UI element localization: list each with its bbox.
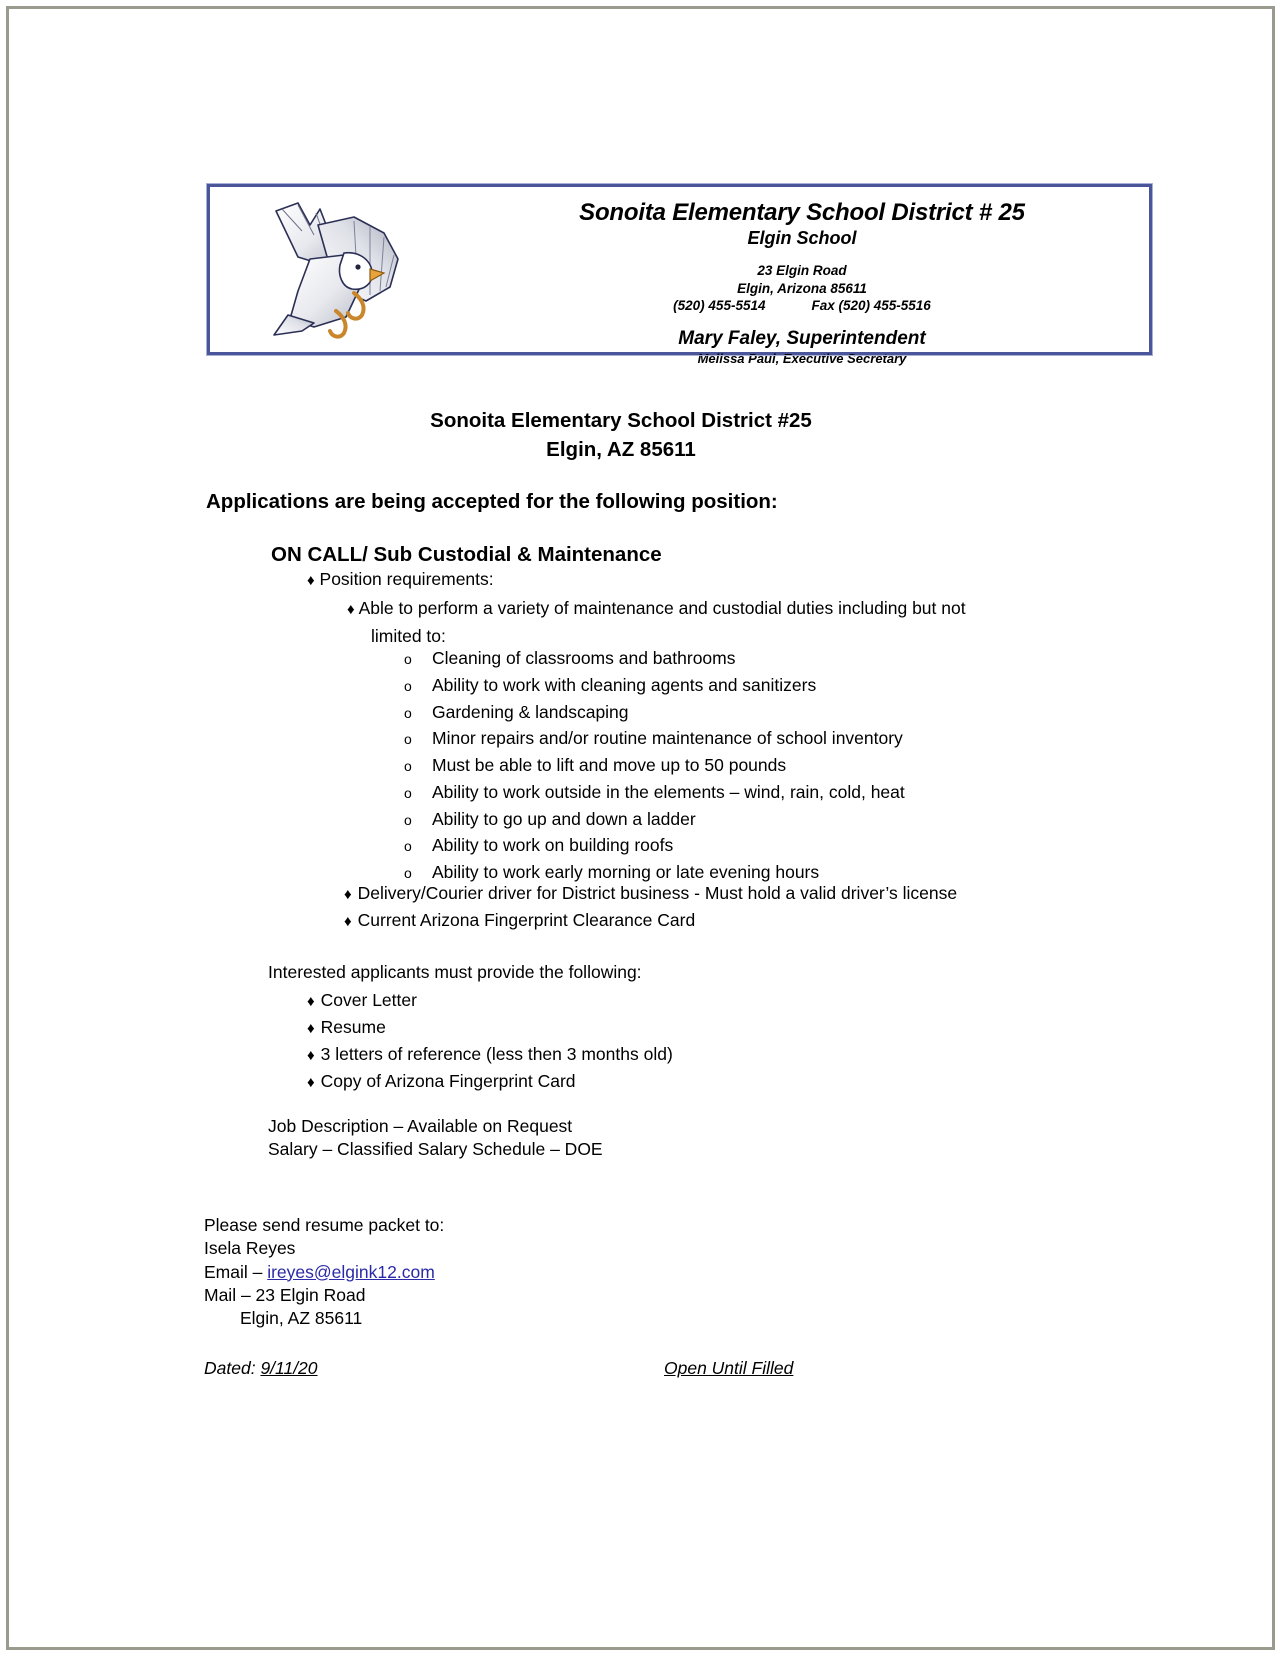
position-title: ON CALL/ Sub Custodial & Maintenance [271,543,662,566]
duty-text: Ability to work early morning or late evening hours [432,862,820,883]
list-item [307,987,673,1014]
diamond-bullet-icon: ♦ [307,1074,315,1092]
email-link[interactable]: ireyes@elgink12.com [267,1261,435,1282]
dated-label: Dated: [204,1358,261,1378]
diamond-bullet-icon: ♦ [307,1020,315,1038]
phone-number: (520) 455-5514 [673,298,766,314]
duties-intro-line2: limited to: [371,625,446,646]
circle-bullet-icon: o [404,811,412,828]
duty-text: Ability to work on building roofs [432,835,674,856]
footer [204,1358,1039,1379]
diamond-bullet-icon: ♦ [307,1047,315,1065]
position-requirements-label [307,569,494,590]
title-line-2: Elgin, AZ 85611 [546,438,696,462]
applicant-item-text: Cover Letter [320,990,417,1010]
details-block [268,1115,603,1162]
email-label: Email – [204,1261,268,1282]
circle-bullet-icon: o [404,838,412,855]
circle-bullet-icon: o [404,677,412,694]
additional-requirement-text: Delivery/Courier driver for District business - Must hold a valid driver’s license [357,883,958,903]
additional-requirements-list [344,880,1044,933]
diamond-bullet-icon: ♦ [347,601,355,618]
superintendent-name: Mary Faley, Superintendent [678,328,926,350]
page-title [207,406,1035,464]
list-item [307,1041,673,1068]
email-row [204,1261,444,1284]
address-street: 23 Elgin Road [757,262,847,278]
intro-text: Applications are being accepted for the following position: [206,490,778,513]
duties-intro [347,595,1037,650]
applicant-item-text: Copy of Arizona Fingerprint Card [320,1071,576,1092]
duties-intro-line1 [347,595,1037,623]
district-name: Sonoita Elementary School District # 25 [579,199,1025,226]
list-item [307,1014,673,1041]
title-line-1: Sonoita Elementary School District #25 [430,409,812,432]
duty-text: Minor repairs and/or routine maintenance of school inventory [432,728,903,749]
list-item [344,907,1044,934]
status-badge: Open Until Filled [664,1358,794,1378]
duty-text: Ability to work outside in the elements – wind, rain, cold, heat [432,781,905,802]
dated-block [204,1358,318,1379]
applicants-heading: Interested applicants must provide the following: [268,962,642,982]
circle-bullet-icon: o [404,758,412,775]
secretary-name: Melissa Paul, Executive Secretary [697,350,907,366]
circle-bullet-icon: o [404,865,412,882]
letterhead-text [455,187,1149,366]
letterhead-box [207,184,1152,366]
diamond-bullet-icon: ♦ [344,886,352,903]
contact-name: Isela Reyes [204,1238,296,1259]
list-item [404,832,1044,859]
duty-text: Must be able to lift and move up to 50 pounds [432,755,787,776]
send-to-label: Please send resume packet to: [204,1215,445,1235]
salary-line: Salary – Classified Salary Schedule – DOE [268,1139,603,1160]
applicant-item-text: 3 letters of reference (less then 3 months old) [320,1044,673,1065]
diamond-bullet-icon: ♦ [307,993,315,1010]
eagle-mascot-logo-icon [258,195,418,345]
circle-bullet-icon: o [404,731,412,748]
list-item [404,752,1044,779]
mail-city-line: Elgin, AZ 85611 [240,1308,363,1329]
contact-row [455,297,1149,315]
list-item [404,672,1044,699]
duties-intro-line1-text: Able to perform a variety of maintenance and custodial duties including but not [358,598,966,618]
dated-value: 9/11/20 [260,1358,318,1378]
address-city: Elgin, Arizona 85611 [737,280,867,296]
applicant-item-text: Resume [320,1017,386,1038]
paper-sheet [14,14,1267,1642]
school-name: Elgin School [747,228,857,249]
logo-cell [210,187,455,352]
requirements-label-text: Position requirements: [319,569,494,589]
contact-block [204,1214,444,1330]
diamond-bullet-icon: ♦ [344,912,352,930]
duty-text: Ability to go up and down a ladder [432,808,696,829]
duty-text: Ability to work with cleaning agents and sanitizers [432,674,817,695]
circle-bullet-icon: o [404,704,412,721]
list-item [344,880,1044,907]
list-item [404,779,1044,806]
mail-address-line: Mail – 23 Elgin Road [204,1284,366,1305]
duty-text: Gardening & landscaping [432,701,629,722]
diamond-bullet-icon: ♦ [307,572,315,589]
list-item [404,806,1044,833]
duty-text: Cleaning of classrooms and bathrooms [432,648,736,668]
job-description-line: Job Description – Available on Request [268,1116,573,1136]
fax-number: Fax (520) 455-5516 [811,298,931,314]
additional-requirement-text: Current Arizona Fingerprint Clearance Card [357,909,696,930]
circle-bullet-icon: o [404,651,412,667]
duties-list [404,645,1044,886]
list-item [404,725,1044,752]
applicants-items-list [307,987,673,1096]
list-item [404,699,1044,726]
list-item [404,645,1044,672]
circle-bullet-icon: o [404,784,412,801]
list-item [307,1068,673,1095]
